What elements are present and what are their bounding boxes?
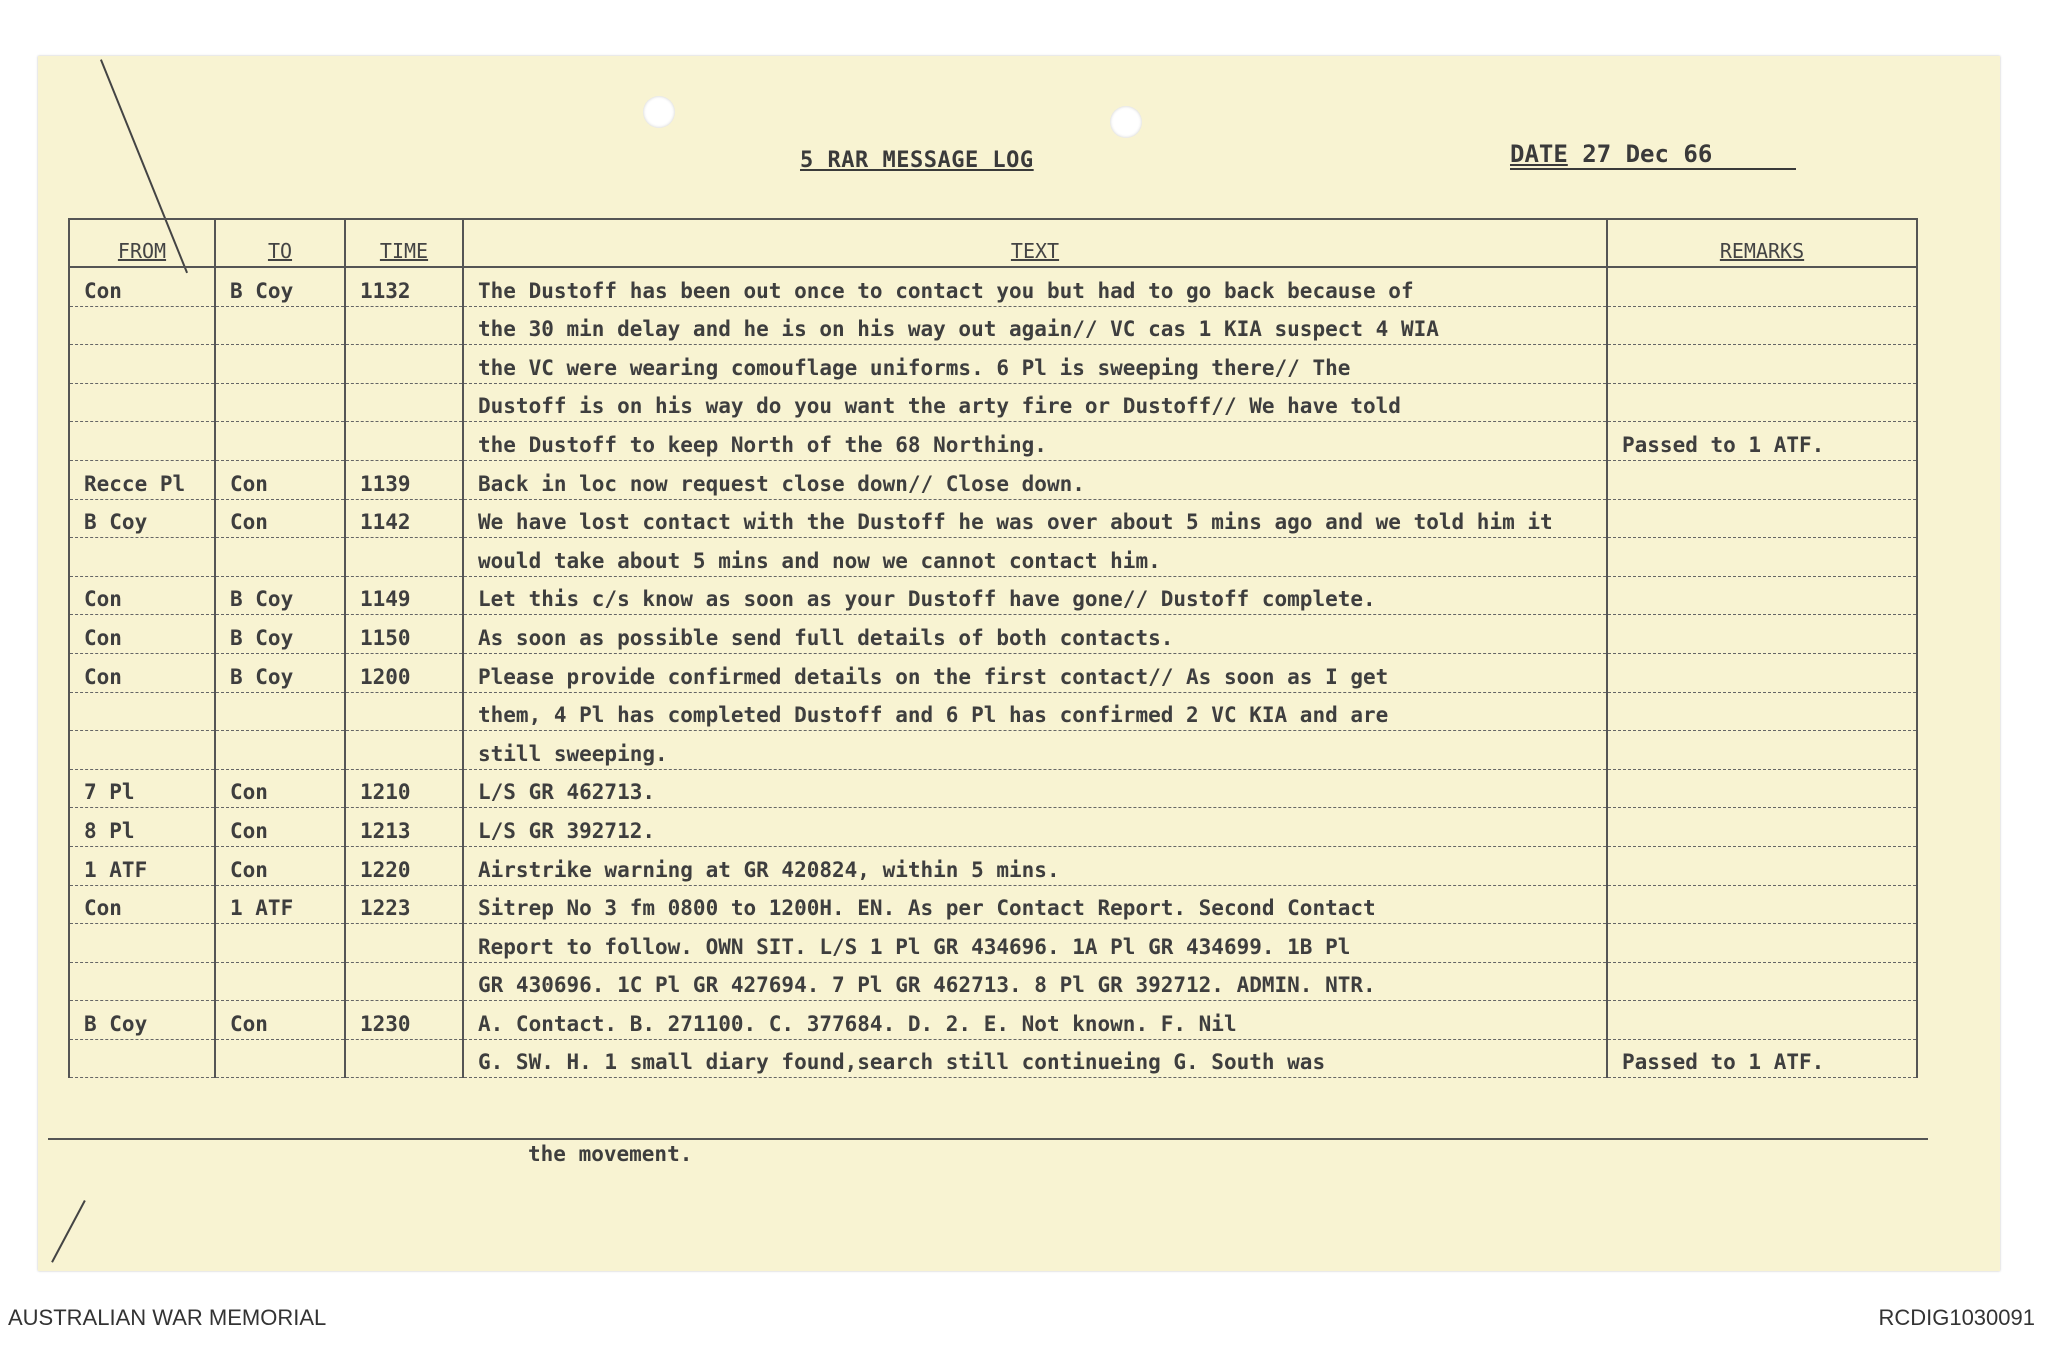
cell-time: 1139 [345,460,463,499]
cell-from: Con [69,615,215,654]
cell-to [215,306,345,345]
cell-from: 1 ATF [69,846,215,885]
cell-from [69,692,215,731]
cell-from [69,962,215,1001]
cell-remarks [1607,769,1917,808]
header-row [69,219,1917,267]
cell-remarks [1607,306,1917,345]
cell-remarks [1607,962,1917,1001]
cell-to: Con [215,769,345,808]
cell-time [345,345,463,384]
cell-time: 1132 [345,267,463,306]
date-value: 27 Dec 66 [1582,140,1713,168]
cell-to: Con [215,1001,345,1040]
table-row [69,538,1917,577]
cell-text: Dustoff is on his way do you want the arty fire or Dustoff// We have told [463,383,1607,422]
table-row [69,885,1917,924]
header-time: TIME [345,219,463,267]
cell-from [69,1039,215,1078]
cell-from: Recce Pl [69,460,215,499]
cell-time: 1210 [345,769,463,808]
cell-remarks [1607,383,1917,422]
cell-to [215,422,345,461]
cell-to: Con [215,460,345,499]
message-log-table [68,218,1918,1078]
cell-to: 1 ATF [215,885,345,924]
table-row [69,615,1917,654]
table-row [69,808,1917,847]
table-row [69,846,1917,885]
cell-text: We have lost contact with the Dustoff he was over about 5 mins ago and we told him it [463,499,1607,538]
table-row [69,924,1917,963]
cell-to [215,538,345,577]
cell-time: 1230 [345,1001,463,1040]
table-row [69,653,1917,692]
cell-time [345,924,463,963]
table-row [69,345,1917,384]
cell-to: Con [215,808,345,847]
header-from: FROM [69,219,215,267]
cell-time [345,692,463,731]
table-row [69,499,1917,538]
cell-from: 8 Pl [69,808,215,847]
cell-text: A. Contact. B. 271100. C. 377684. D. 2. E. Not known. F. Nil [463,1001,1607,1040]
punch-hole-right [1110,106,1142,138]
cell-text: the Dustoff to keep North of the 68 Northing. [463,422,1607,461]
cell-remarks: Passed to 1 ATF. [1607,1039,1917,1078]
cell-remarks [1607,267,1917,306]
cell-to [215,692,345,731]
cell-from: Con [69,885,215,924]
cell-remarks [1607,576,1917,615]
table-row [69,1039,1917,1078]
cell-time [345,422,463,461]
header-text: TEXT [463,219,1607,267]
cell-text: Sitrep No 3 fm 0800 to 1200H. EN. As per Contact Report. Second Contact [463,885,1607,924]
footer-id: RCDIG1030091 [1878,1305,2035,1330]
table-row [69,1001,1917,1040]
table-row [69,267,1917,306]
cell-remarks [1607,1001,1917,1040]
cell-remarks [1607,615,1917,654]
cell-text: GR 430696. 1C Pl GR 427694. 7 Pl GR 462713. 8 Pl GR 392712. ADMIN. NTR. [463,962,1607,1001]
cell-text: them, 4 Pl has completed Dustoff and 6 Pl has confirmed 2 VC KIA and are [463,692,1607,731]
cell-to [215,962,345,1001]
table-row [69,306,1917,345]
cell-time: 1150 [345,615,463,654]
cell-to [215,383,345,422]
cell-text: still sweeping. [463,731,1607,770]
cell-text: the VC were wearing comouflage uniforms. 6 Pl is sweeping there// The [463,345,1607,384]
cell-remarks [1607,924,1917,963]
cell-remarks [1607,808,1917,847]
cell-remarks [1607,846,1917,885]
cell-to [215,1039,345,1078]
cell-time: 1200 [345,653,463,692]
cell-time [345,731,463,770]
table-row [69,692,1917,731]
header-to: TO [215,219,345,267]
cell-to [215,731,345,770]
cell-time: 1213 [345,808,463,847]
cell-to [215,924,345,963]
cell-to [215,345,345,384]
cell-time: 1149 [345,576,463,615]
cell-remarks [1607,345,1917,384]
table-row [69,460,1917,499]
cell-text: G. SW. H. 1 small diary found,search still continueing G. South was [463,1039,1607,1078]
date-field [1510,140,1796,170]
cell-from: 7 Pl [69,769,215,808]
table-row [69,769,1917,808]
table-row [69,383,1917,422]
cell-text: Report to follow. OWN SIT. L/S 1 Pl GR 434696. 1A Pl GR 434699. 1B Pl [463,924,1607,963]
table-row [69,576,1917,615]
cell-from [69,306,215,345]
cell-time [345,1039,463,1078]
cell-remarks [1607,538,1917,577]
cell-text: Let this c/s know as soon as your Dustoff have gone// Dustoff complete. [463,576,1607,615]
table-row [69,422,1917,461]
cell-text: The Dustoff has been out once to contact you but had to go back because of [463,267,1607,306]
log-rows [69,267,1917,1078]
cell-remarks [1607,460,1917,499]
cell-from: Con [69,653,215,692]
table-row [69,962,1917,1001]
cell-remarks: Passed to 1 ATF. [1607,422,1917,461]
table-row [69,731,1917,770]
footer-source: AUSTRALIAN WAR MEMORIAL [8,1305,327,1330]
cell-time [345,383,463,422]
cell-remarks [1607,653,1917,692]
date-label: DATE [1510,140,1568,168]
cell-from: B Coy [69,1001,215,1040]
cell-to: B Coy [215,615,345,654]
cell-remarks [1607,499,1917,538]
cell-text: Airstrike warning at GR 420824, within 5 mins. [463,846,1607,885]
cell-to: B Coy [215,576,345,615]
page-title: 5 RAR MESSAGE LOG [800,148,1034,173]
cell-time: 1220 [345,846,463,885]
trailing-text: the movement. [528,1142,693,1166]
cell-text: Please provide confirmed details on the first contact// As soon as I get [463,653,1607,692]
cell-time: 1223 [345,885,463,924]
cell-text: the 30 min delay and he is on his way out again// VC cas 1 KIA suspect 4 WIA [463,306,1607,345]
table-bottom-rule [48,1138,1928,1140]
cell-remarks [1607,731,1917,770]
punch-hole-left [643,96,675,128]
cell-text: Back in loc now request close down// Close down. [463,460,1607,499]
cell-to: B Coy [215,653,345,692]
cell-time [345,538,463,577]
cell-to: B Coy [215,267,345,306]
cell-from [69,924,215,963]
cell-to: Con [215,499,345,538]
cell-from: Con [69,267,215,306]
cell-time [345,962,463,1001]
cell-text: As soon as possible send full details of both contacts. [463,615,1607,654]
cell-text: L/S GR 392712. [463,808,1607,847]
cell-from [69,383,215,422]
header-remarks: REMARKS [1607,219,1917,267]
cell-text: would take about 5 mins and now we cannot contact him. [463,538,1607,577]
cell-from: B Coy [69,499,215,538]
cell-from: Con [69,576,215,615]
cell-time: 1142 [345,499,463,538]
cell-remarks [1607,885,1917,924]
cell-remarks [1607,692,1917,731]
cell-to: Con [215,846,345,885]
cell-from [69,538,215,577]
cell-time [345,306,463,345]
cell-text: L/S GR 462713. [463,769,1607,808]
cell-from [69,422,215,461]
cell-from [69,345,215,384]
cell-from [69,731,215,770]
